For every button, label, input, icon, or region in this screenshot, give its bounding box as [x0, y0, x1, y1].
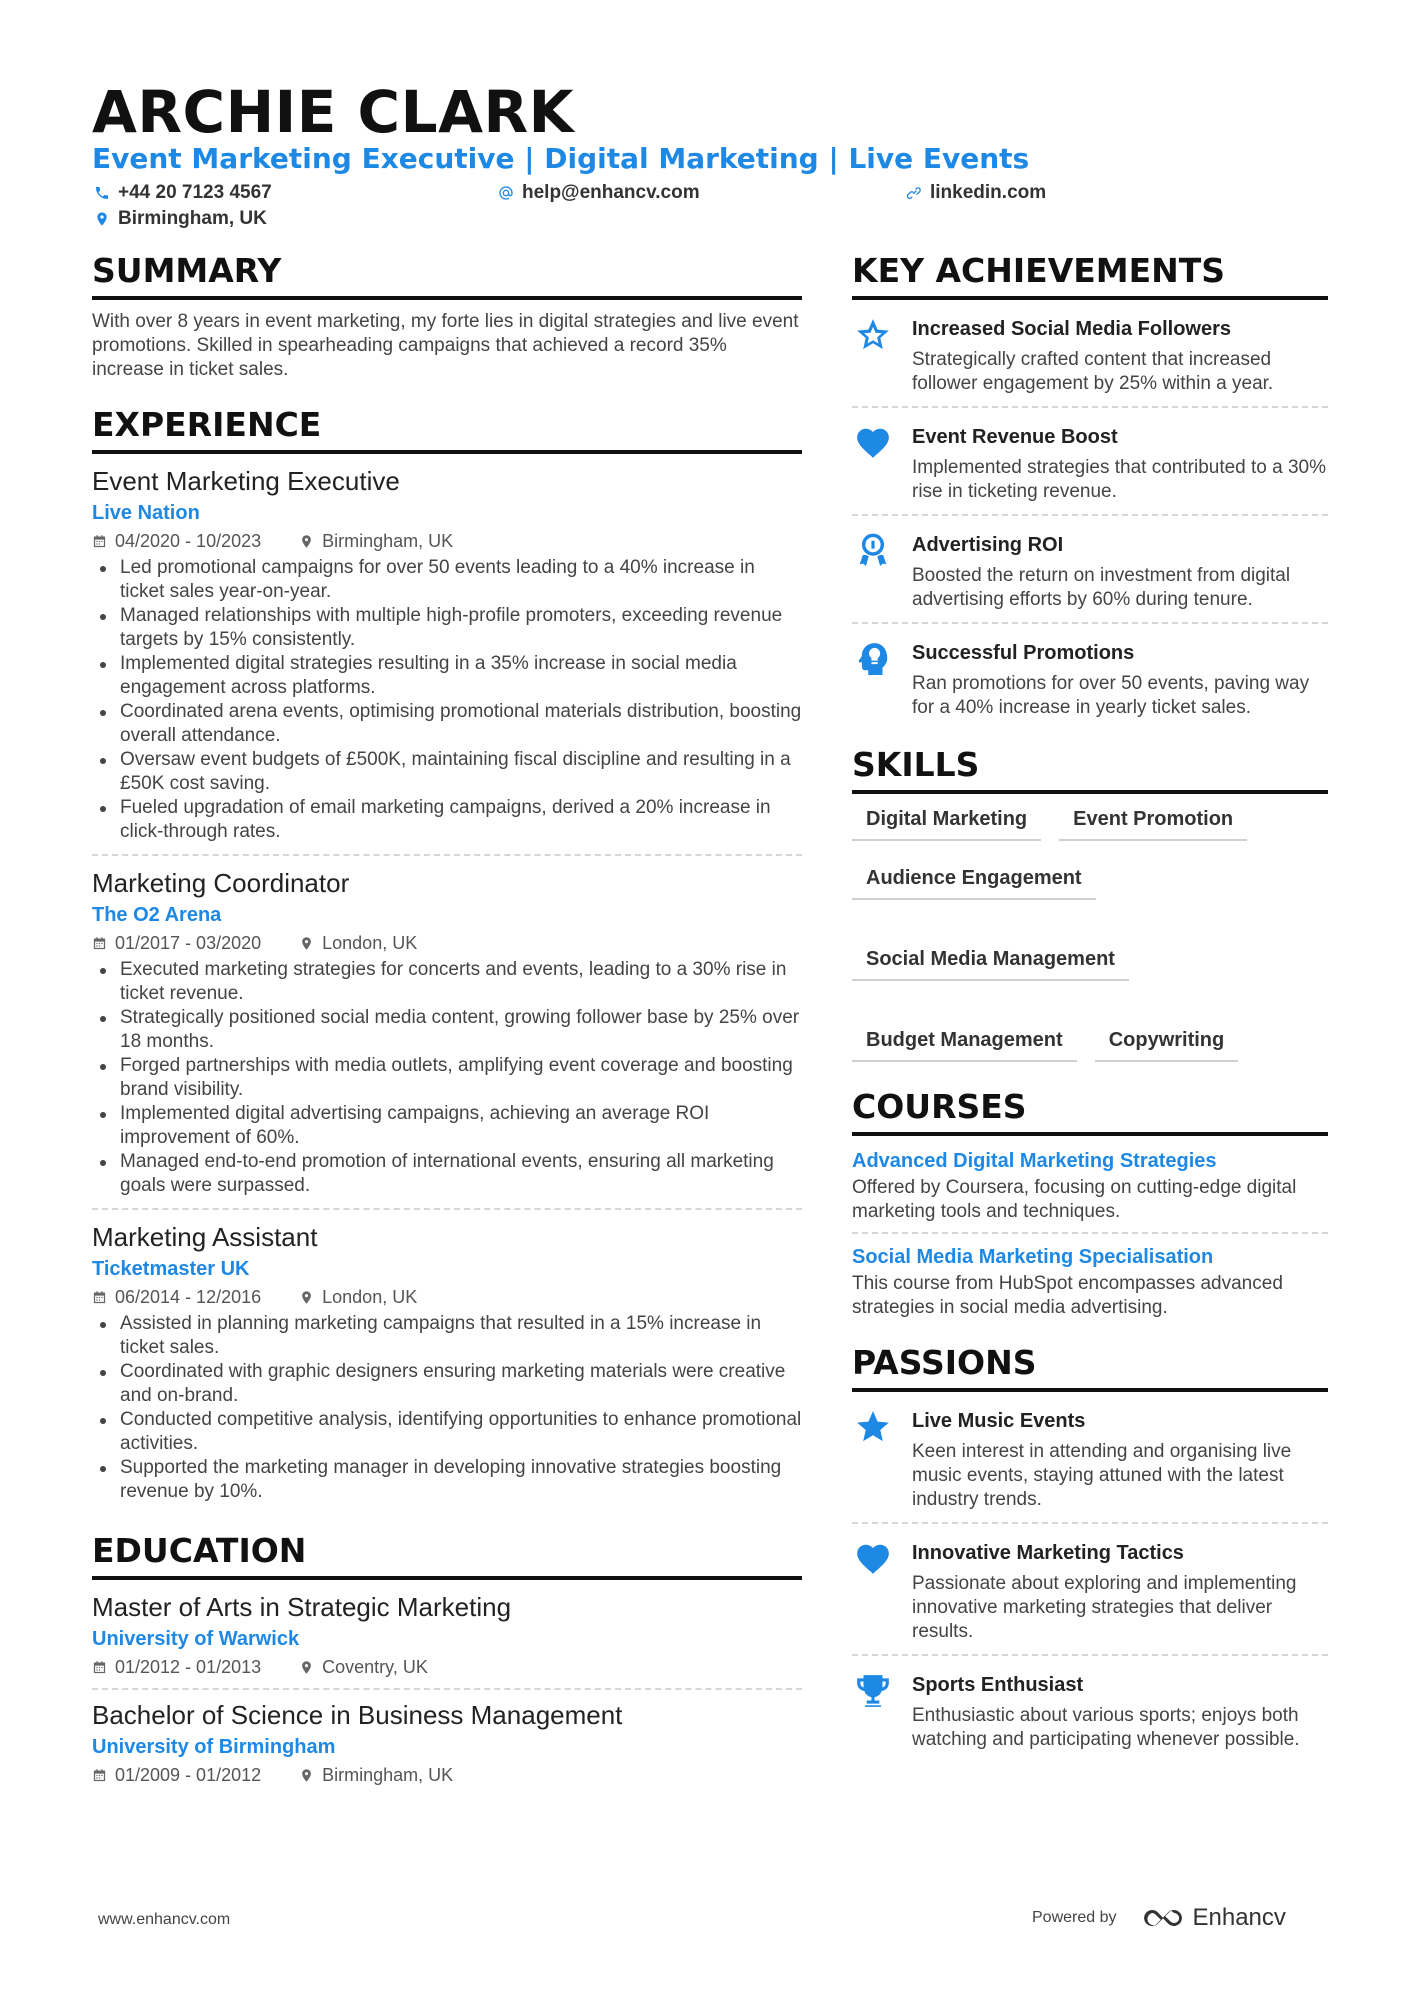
job-bullet: Coordinated with graphic designers ensuring marketing materials were creative and on-brand. [92, 1360, 802, 1408]
heart-icon [852, 422, 894, 504]
passion-desc: Passionate about exploring and implementing innovative marketing strategies that deliver results. [912, 1573, 1297, 1642]
skills-section [852, 744, 1328, 1062]
education-section [92, 1530, 802, 1796]
star-outline-icon [852, 314, 894, 396]
job-bullets [92, 958, 802, 1198]
link-icon [906, 185, 922, 201]
achievements-section [852, 250, 1328, 730]
location-pin-icon [299, 1660, 314, 1675]
experience-title: EXPERIENCE [92, 404, 802, 454]
location-text: Birmingham, UK [118, 208, 267, 229]
job-bullet: Forged partnerships with media outlets, amplifying event coverage and boosting brand visibility. [92, 1054, 802, 1102]
job-title: Event Marketing Executive [92, 466, 400, 496]
star-icon [852, 1406, 894, 1512]
achievement-desc: Implemented strategies that contributed to a 30% rise in ticketing revenue. [912, 457, 1327, 502]
job-location [299, 930, 417, 956]
contact-email[interactable] [498, 182, 700, 204]
footer-branding [1032, 1904, 1286, 1932]
school-name: University of Warwick [92, 1628, 300, 1650]
linkedin-text: linkedin.com [930, 182, 1047, 203]
courses-title: COURSES [852, 1086, 1328, 1136]
trophy-icon [852, 1670, 894, 1752]
location-pin-icon [94, 211, 110, 227]
job-bullet: Managed relationships with multiple high-profile promoters, exceeding revenue targets by 15% consistently. [92, 604, 802, 652]
job-bullet: Implemented digital strategies resulting in a 35% increase in social media engagement across platforms. [92, 652, 802, 700]
education-meta [92, 1762, 802, 1788]
education-dates-text: 01/2009 - 01/2012 [115, 1765, 262, 1785]
passion-title: Live Music Events [912, 1410, 1086, 1432]
job-bullets [92, 1312, 802, 1504]
job-entry [92, 866, 802, 1210]
job-dates [92, 1284, 261, 1310]
contact-phone [94, 182, 272, 204]
job-dates-text: 04/2020 - 10/2023 [115, 531, 262, 551]
job-meta [92, 930, 802, 956]
education-meta [92, 1654, 802, 1680]
job-location-text: London, UK [322, 933, 418, 953]
achievement-desc: Strategically crafted content that increased follower engagement by 25% within a year. [912, 349, 1274, 394]
education-dates-text: 01/2012 - 01/2013 [115, 1657, 262, 1677]
course-title: Social Media Marketing Specialisation [852, 1246, 1214, 1268]
skill-tag: Audience Engagement [852, 863, 1096, 900]
location-pin-icon [299, 936, 314, 951]
achievement-desc: Boosted the return on investment from digital advertising efforts by 60% during tenure. [912, 565, 1291, 610]
achievements-title: KEY ACHIEVEMENTS [852, 250, 1328, 300]
course-desc: This course from HubSpot encompasses advanced strategies in social media advertising. [852, 1273, 1283, 1318]
job-bullet: Strategically positioned social media content, growing follower base by 25% over 18 months. [92, 1006, 802, 1054]
calendar-icon [92, 1768, 107, 1783]
job-dates-text: 01/2017 - 03/2020 [115, 933, 262, 953]
contact-location [94, 208, 267, 230]
skill-tag: Digital Marketing [852, 804, 1041, 841]
calendar-icon [92, 1290, 107, 1305]
skill-tag: Copywriting [1095, 1025, 1239, 1062]
candidate-name: ARCHIE CLARK [92, 78, 575, 146]
skill-tag: Budget Management [852, 1025, 1077, 1062]
education-title: EDUCATION [92, 1530, 802, 1580]
achievement-title: Successful Promotions [912, 642, 1135, 664]
education-entry [92, 1590, 802, 1690]
job-bullet: Fueled upgradation of email marketing campaigns, derived a 20% increase in click-through rates. [92, 796, 802, 844]
job-meta [92, 1284, 802, 1310]
education-dates [92, 1654, 261, 1680]
achievement-item [852, 310, 1328, 408]
job-company: The O2 Arena [92, 904, 222, 926]
achievement-title: Advertising ROI [912, 534, 1064, 556]
footer-website[interactable]: www.enhancv.com [98, 1911, 231, 1928]
head-idea-icon [852, 638, 894, 720]
powered-by-text: Powered by [1032, 1909, 1117, 1926]
at-icon [498, 185, 514, 201]
heart-icon [852, 1538, 894, 1644]
job-title: Marketing Assistant [92, 1222, 318, 1252]
achievement-item [852, 634, 1328, 730]
left-column [92, 250, 802, 1804]
job-dates [92, 528, 261, 554]
calendar-icon [92, 534, 107, 549]
summary-section [92, 250, 802, 382]
right-column [852, 250, 1328, 1772]
passion-item [852, 1666, 1328, 1762]
infinity-logo-icon [1141, 1905, 1185, 1931]
skill-tag: Social Media Management [852, 944, 1129, 981]
skills-title: SKILLS [852, 744, 1328, 794]
passion-item [852, 1534, 1328, 1656]
job-entry [92, 1220, 802, 1514]
passion-item [852, 1402, 1328, 1524]
passion-desc: Keen interest in attending and organising live music events, staying attuned with the latest industry trends. [912, 1441, 1292, 1510]
calendar-icon [92, 1660, 107, 1675]
job-bullets [92, 556, 802, 844]
education-location-text: Coventry, UK [322, 1657, 428, 1677]
job-bullet: Oversaw event budgets of £500K, maintaining fiscal discipline and resulting in a £50K cost saving. [92, 748, 802, 796]
education-dates [92, 1762, 261, 1788]
job-location [299, 528, 453, 554]
passion-desc: Enthusiastic about various sports; enjoys both watching and participating whenever possible. [912, 1705, 1300, 1750]
education-entry [92, 1698, 802, 1796]
calendar-icon [92, 936, 107, 951]
job-bullet: Conducted competitive analysis, identifying opportunities to enhance promotional activities. [92, 1408, 802, 1456]
degree-title: Master of Arts in Strategic Marketing [92, 1592, 512, 1622]
candidate-headline: Event Marketing Executive | Digital Marketing | Live Events [92, 142, 1030, 175]
contact-linkedin[interactable] [906, 182, 1046, 204]
summary-text: With over 8 years in event marketing, my forte lies in digital strategies and live event promotions. Skilled in spearheading campaigns that achieved a record 35% increase in ticket sales. [92, 311, 799, 380]
achievement-item [852, 526, 1328, 624]
degree-title: Bachelor of Science in Business Management [92, 1700, 623, 1730]
job-dates [92, 930, 261, 956]
job-bullet: Managed end-to-end promotion of international events, ensuring all marketing goals were surpassed. [92, 1150, 802, 1198]
skills-list [852, 804, 1328, 1062]
passion-title: Innovative Marketing Tactics [912, 1542, 1184, 1564]
job-entry [92, 464, 802, 856]
job-bullet: Implemented digital advertising campaigns, achieving an average ROI improvement of 60%. [92, 1102, 802, 1150]
job-location-text: London, UK [322, 1287, 418, 1307]
job-location-text: Birmingham, UK [322, 531, 454, 551]
job-bullet: Coordinated arena events, optimising promotional materials distribution, boosting overall attendance. [92, 700, 802, 748]
passions-title: PASSIONS [852, 1342, 1328, 1392]
education-location [299, 1762, 453, 1788]
job-bullet: Executed marketing strategies for concerts and events, leading to a 30% rise in ticket revenue. [92, 958, 802, 1006]
phone-text: +44 20 7123 4567 [118, 182, 272, 203]
achievement-item [852, 418, 1328, 516]
award-ribbon-icon [852, 530, 894, 612]
passion-title: Sports Enthusiast [912, 1674, 1084, 1696]
course-desc: Offered by Coursera, focusing on cutting-edge digital marketing tools and techniques. [852, 1177, 1297, 1222]
location-pin-icon [299, 1768, 314, 1783]
experience-section [92, 404, 802, 1514]
skill-tag: Event Promotion [1059, 804, 1247, 841]
school-name: University of Birmingham [92, 1736, 336, 1758]
phone-icon [94, 185, 110, 201]
achievement-title: Event Revenue Boost [912, 426, 1118, 448]
location-pin-icon [299, 1290, 314, 1305]
education-location-text: Birmingham, UK [322, 1765, 454, 1785]
courses-section [852, 1086, 1328, 1328]
achievement-desc: Ran promotions for over 50 events, paving way for a 40% increase in yearly ticket sales. [912, 673, 1310, 718]
job-bullet: Led promotional campaigns for over 50 events leading to a 40% increase in ticket sales year-on-year. [92, 556, 802, 604]
location-pin-icon [299, 534, 314, 549]
job-bullet: Assisted in planning marketing campaigns that resulted in a 15% increase in ticket sales. [92, 1312, 802, 1360]
job-company: Ticketmaster UK [92, 1258, 250, 1280]
summary-title: SUMMARY [92, 250, 802, 300]
job-dates-text: 06/2014 - 12/2016 [115, 1287, 262, 1307]
email-text: help@enhancv.com [522, 182, 700, 203]
job-title: Marketing Coordinator [92, 868, 350, 898]
job-bullet: Supported the marketing manager in developing innovative strategies boosting revenue by 10%. [92, 1456, 802, 1504]
enhancv-logo[interactable] [1141, 1904, 1286, 1932]
course-item [852, 1242, 1328, 1328]
course-item [852, 1146, 1328, 1234]
brand-name: Enhancv [1192, 1904, 1286, 1931]
job-location [299, 1284, 417, 1310]
course-title: Advanced Digital Marketing Strategies [852, 1150, 1217, 1172]
passions-section [852, 1342, 1328, 1762]
job-meta [92, 528, 802, 554]
achievement-title: Increased Social Media Followers [912, 318, 1232, 340]
education-location [299, 1654, 428, 1680]
job-company: Live Nation [92, 502, 200, 524]
